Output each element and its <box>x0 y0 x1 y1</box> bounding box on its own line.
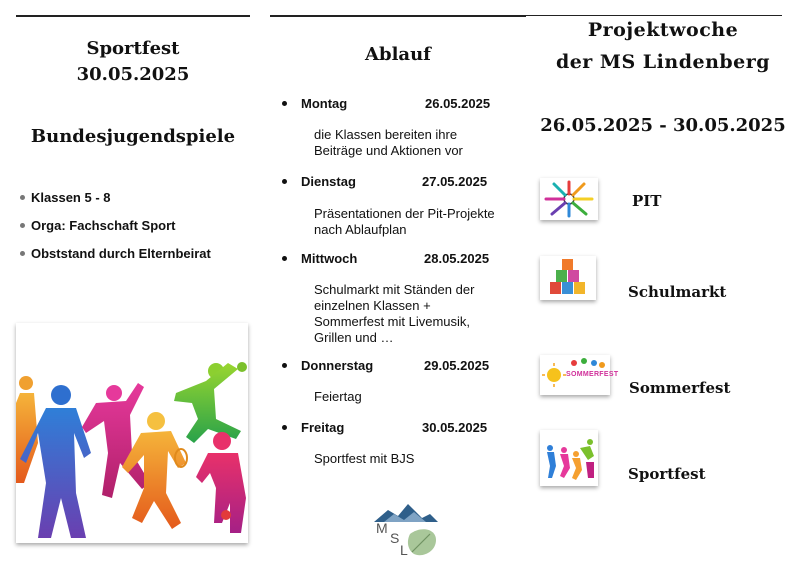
day-description-mittwoch: Schulmarkt mit Ständen der einzelnen Klassen + Sommerfest mit Livemusik, Grillen und … <box>314 282 475 345</box>
left-bullet-2 <box>20 218 175 233</box>
bullet-dot <box>20 223 25 228</box>
school-logo <box>370 500 440 560</box>
bullet-dot <box>282 425 287 430</box>
day-row-montag <box>282 96 491 111</box>
day-date: 30.05.2025 <box>422 420 488 435</box>
network-hub-icon <box>540 178 598 220</box>
day-name: Dienstag <box>301 174 356 189</box>
day-name: Mittwoch <box>301 251 358 266</box>
right-top-rule <box>526 15 782 16</box>
sommerfest-thumbnail <box>540 355 619 395</box>
bullet-dot <box>20 195 25 200</box>
bullet-dot <box>282 179 287 184</box>
bullet-text: Orga: Fachschaft Sport <box>31 218 176 233</box>
day-description-freitag: Sportfest mit BJS <box>314 451 415 466</box>
day-row-mittwoch <box>282 251 490 266</box>
sportfest-thumbnail <box>540 430 598 486</box>
subtitle-bundesjugendspiele: Bundesjugendspiele <box>30 126 236 147</box>
day-description-donnerstag: Feiertag <box>314 389 362 404</box>
athletes-illustration <box>16 323 248 543</box>
day-date: 26.05.2025 <box>425 96 491 111</box>
day-row-dienstag <box>282 174 488 189</box>
logo-letter-m: M <box>376 520 388 536</box>
left-bullet-3 <box>20 246 211 261</box>
day-name: Freitag <box>301 420 345 435</box>
day-description-montag: die Klassen bereiten ihre Beiträge und Aktionen vor <box>314 127 463 158</box>
left-top-rule <box>16 15 250 17</box>
day-date: 28.05.2025 <box>424 251 490 266</box>
market-stall-icon <box>540 256 596 300</box>
logo-letter-s: S <box>390 530 400 546</box>
day-date: 27.05.2025 <box>422 174 488 189</box>
bullet-text: Obststand durch Elternbeirat <box>31 246 211 261</box>
bullet-dot <box>282 363 287 368</box>
project-week-date-range: 26.05.2025 - 30.05.2025 <box>540 115 786 136</box>
athletes-silhouettes-illustration <box>16 323 248 543</box>
logo-letter-l: L <box>400 542 408 558</box>
pit-thumbnail <box>540 178 598 220</box>
event-title: Sportfest <box>86 38 180 59</box>
day-description-dienstag: Präsentationen der Pit-Projekte nach Ablaufplan <box>314 206 495 237</box>
feature-label-sportfest: Sportfest <box>628 465 706 483</box>
athletes-icon <box>540 430 598 486</box>
schulmarkt-thumbnail <box>540 256 596 300</box>
bullet-text: Klassen 5 - 8 <box>31 190 111 205</box>
feature-label-schulmarkt: Schulmarkt <box>628 283 727 301</box>
day-name: Montag <box>301 96 348 111</box>
middle-top-rule <box>270 15 526 17</box>
schedule-heading: Ablauf <box>365 44 431 65</box>
left-bullet-1 <box>20 190 111 205</box>
day-name: Donnerstag <box>301 358 374 373</box>
bullet-dot <box>20 251 25 256</box>
bullet-dot <box>282 256 287 261</box>
project-week-title-line1: Projektwoche <box>587 19 739 41</box>
feature-label-sommerfest: Sommerfest <box>629 379 731 397</box>
feature-label-pit: PIT <box>632 192 662 210</box>
bullet-dot <box>282 101 287 106</box>
event-date: 30.05.2025 <box>76 64 190 85</box>
day-row-donnerstag <box>282 358 490 373</box>
sommerfest-banner-text: SOMMERFEST <box>566 371 619 378</box>
day-date: 29.05.2025 <box>424 358 490 373</box>
day-row-freitag <box>282 420 488 435</box>
project-week-title-line2: der MS Lindenberg <box>555 51 771 73</box>
